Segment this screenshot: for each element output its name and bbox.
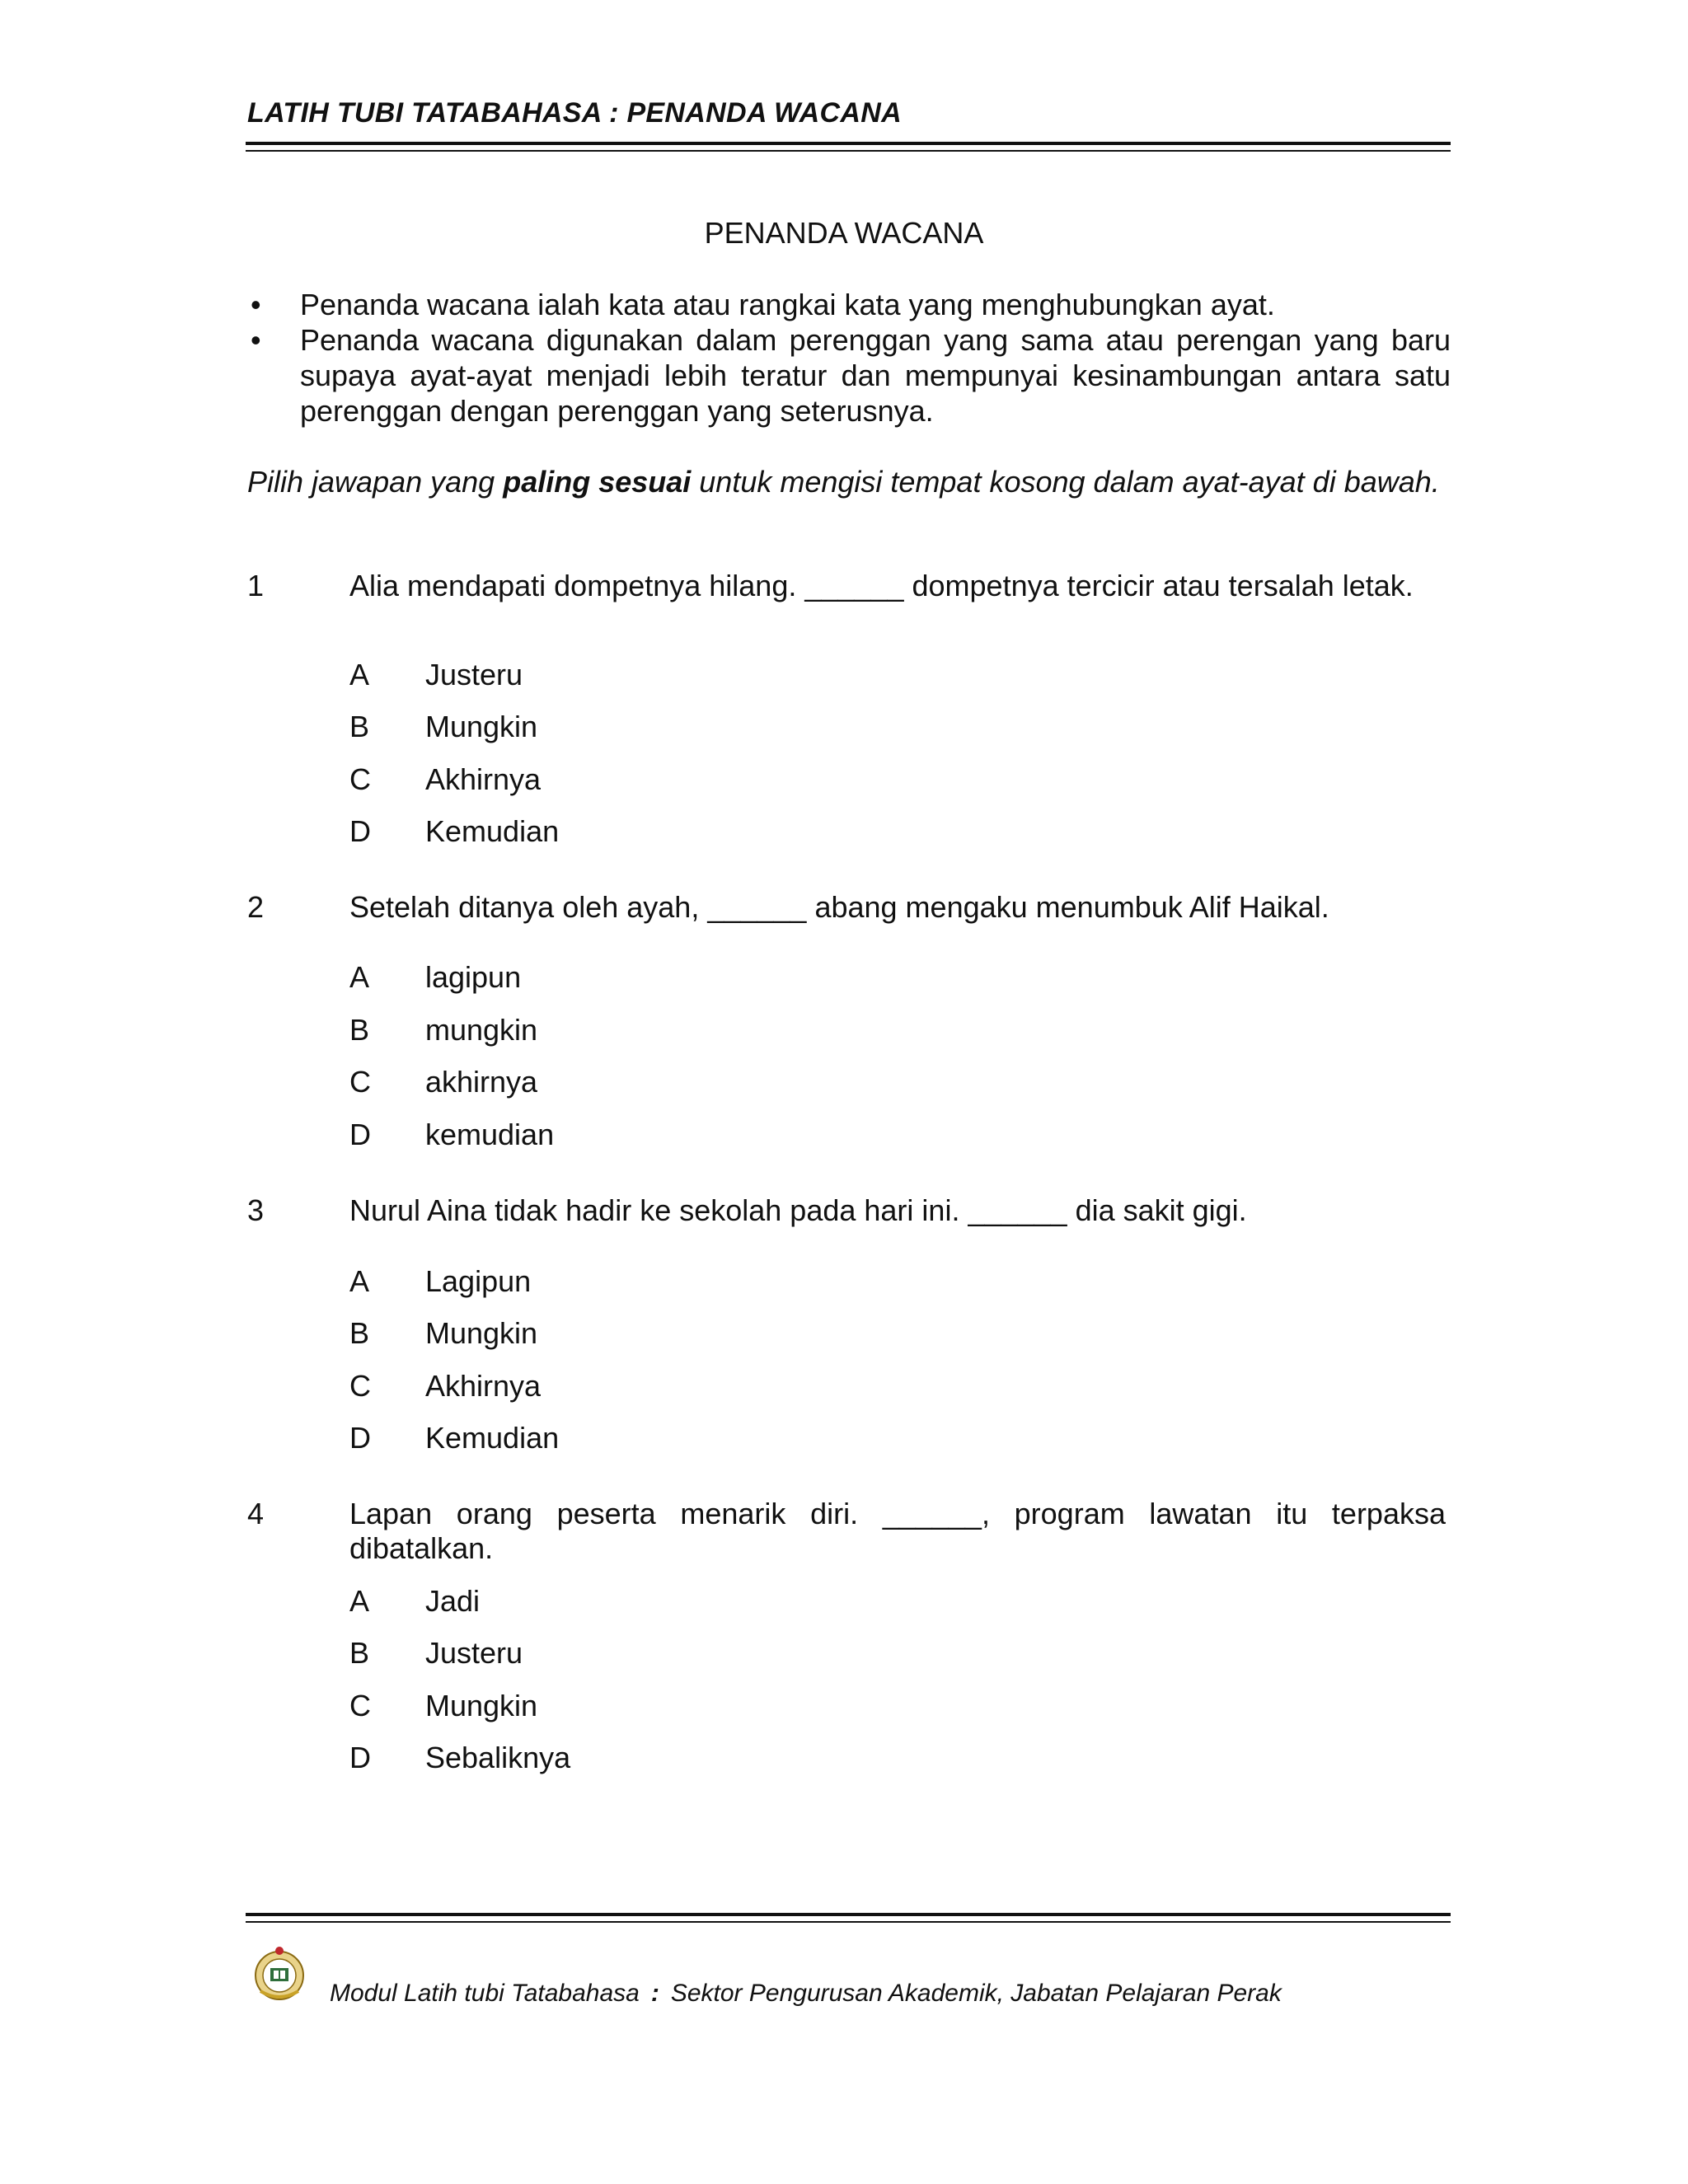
option-text: Mungkin: [425, 710, 538, 743]
option-text: akhirnya: [425, 1065, 538, 1099]
option-letter: A: [349, 960, 370, 994]
question-text: Alia mendapati dompetnya hilang. ______ dompetnya tercicir atau tersalah letak.: [349, 569, 1414, 602]
option-letter: D: [349, 1741, 371, 1774]
bullet-text: Penanda wacana ialah kata atau rangkai kata yang menghubungkan ayat.: [300, 288, 1275, 321]
option-text: Mungkin: [425, 1689, 538, 1722]
bullet-text: Penanda wacana digunakan dalam perenggan yang sama atau perengan yang baru supaya ayat-ayat menjadi lebih teratur dan mempunyai kesinambungan antara satu perenggan dengan perenggan yang seterusnya.: [300, 323, 1451, 428]
option-text: Kemudian: [425, 814, 560, 848]
option-letter: C: [349, 1369, 371, 1403]
header-rule-thin: [246, 150, 1451, 152]
footer-text: [330, 1980, 1282, 2008]
question-number: 1: [247, 569, 265, 602]
option-letter: B: [349, 710, 370, 743]
instruction-before: Pilih jawapan yang: [247, 465, 504, 499]
option-letter: D: [349, 1118, 371, 1151]
option-letter: D: [349, 1421, 371, 1455]
question-text: Setelah ditanya oleh ayah, ______ abang mengaku menumbuk Alif Haikal.: [349, 890, 1329, 924]
header-title: LATIH TUBI TATABAHASA : PENANDA WACANA: [247, 97, 902, 129]
option-text: lagipun: [425, 960, 522, 994]
option-letter: C: [349, 1689, 371, 1722]
option-text: Lagipun: [425, 1264, 532, 1298]
instruction: [247, 465, 1451, 499]
option-text: Justeru: [425, 1636, 523, 1670]
option-letter: B: [349, 1013, 370, 1047]
instruction-after: untuk mengisi tempat kosong dalam ayat-ayat di bawah.: [691, 465, 1440, 499]
question-text: Nurul Aina tidak hadir ke sekolah pada hari ini. ______ dia sakit gigi.: [349, 1193, 1247, 1227]
option-text: kemudian: [425, 1118, 555, 1151]
question-number: 2: [247, 890, 265, 924]
option-letter: B: [349, 1636, 370, 1670]
option-text: Justeru: [425, 658, 523, 691]
option-text: Jadi: [425, 1584, 481, 1618]
bullet-item: [247, 287, 1451, 322]
option-text: Sebaliknya: [425, 1741, 571, 1774]
bullet-list: [247, 287, 1451, 429]
option-text: Akhirnya: [425, 762, 542, 796]
page-title: PENANDA WACANA: [704, 216, 984, 250]
option-letter: B: [349, 1316, 370, 1350]
question-number: 4: [247, 1497, 265, 1530]
option-letter: A: [349, 658, 370, 691]
option-letter: C: [349, 762, 371, 796]
footer-separator: :: [650, 1980, 659, 2007]
option-letter: D: [349, 814, 371, 848]
instruction-emphasis: paling sesuai: [503, 465, 692, 499]
bullet-item: [247, 322, 1451, 429]
jabatan-crest-icon: [251, 1945, 308, 2003]
footer-left: Modul Latih tubi Tatabahasa: [330, 1980, 640, 2007]
option-letter: A: [349, 1584, 370, 1618]
question-text: Lapan orang peserta menarik diri. ______, program lawatan itu terpaksa dibatalkan.: [349, 1497, 1446, 1565]
option-letter: A: [349, 1264, 370, 1298]
footer-right: Sektor Pengurusan Akademik, Jabatan Pelajaran Perak: [670, 1980, 1282, 2007]
option-text: Akhirnya: [425, 1369, 542, 1403]
option-text: Mungkin: [425, 1316, 538, 1350]
footer-rule-thin: [246, 1921, 1451, 1923]
option-letter: C: [349, 1065, 371, 1099]
bullet-icon: •: [251, 288, 261, 321]
header-rule-thick: [246, 142, 1451, 145]
option-text: mungkin: [425, 1013, 538, 1047]
bullet-icon: •: [251, 323, 261, 357]
question-number: 3: [247, 1193, 265, 1227]
option-text: Kemudian: [425, 1421, 560, 1455]
footer-rule-thick: [246, 1913, 1451, 1916]
